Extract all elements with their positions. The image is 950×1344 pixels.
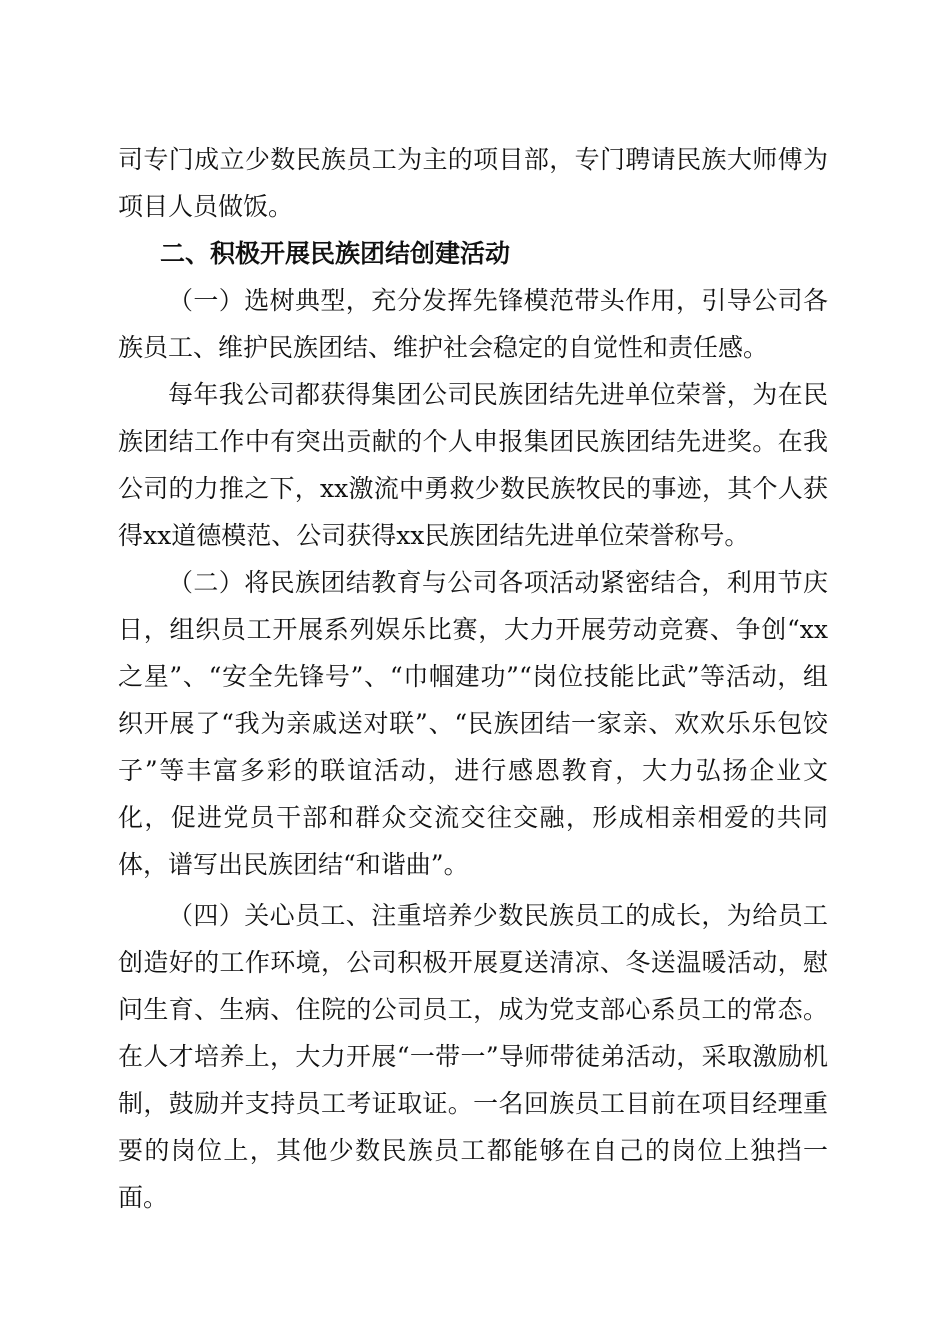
document-body	[118, 136, 828, 1221]
paragraph-honors: 每年我公司都获得集团公司民族团结先进单位荣誉，为在民族团结工作中有突出贡献的个人申报集团民族团结先进奖。在我公司的力推之下，xx激流中勇救少数民族牧民的事迹，其个人获得xx道德模范、公司获得xx民族团结先进单位荣誉称号。	[118, 380, 828, 550]
paragraph-typical-models: （一）选树典型，充分发挥先锋模范带头作用，引导公司各族员工、维护民族团结、维护社会稳定的自觉性和责任感。	[118, 286, 828, 362]
paragraph-employee-care: （四）关心员工、注重培养少数民族员工的成长，为给员工创造好的工作环境，公司积极开展夏送清凉、冬送温暖活动，慰问生育、生病、住院的公司员工，成为党支部心系员工的常态。在人才培养上，大力开展“一带一”导师带徒弟活动，采取激励机制，鼓励并支持员工考证取证。一名回族员工目前在项目经理重要的岗位上，其他少数民族员工都能够在自己的岗位上独挡一面。	[118, 901, 828, 1212]
paragraph-continuation: 司专门成立少数民族员工为主的项目部，专门聘请民族大师傅为项目人员做饭。	[118, 145, 828, 221]
section-heading: 二、积极开展民族团结创建活动	[160, 239, 511, 268]
paragraph-activities: （二）将民族团结教育与公司各项活动紧密结合，利用节庆日，组织员工开展系列娱乐比赛，大力开展劳动竞赛、争创“xx之星”、“安全先锋号”、“巾帼建功”“岗位技能比武”等活动，组织开展了“我为亲戚送对联”、“民族团结一家亲、欢欢乐乐包饺子”等丰富多彩的联谊活动，进行感恩教育，大力弘扬企业文化，促进党员干部和群众交流交往交融，形成相亲相爱的共同体，谱写出民族团结“和谐曲”。	[118, 568, 828, 879]
